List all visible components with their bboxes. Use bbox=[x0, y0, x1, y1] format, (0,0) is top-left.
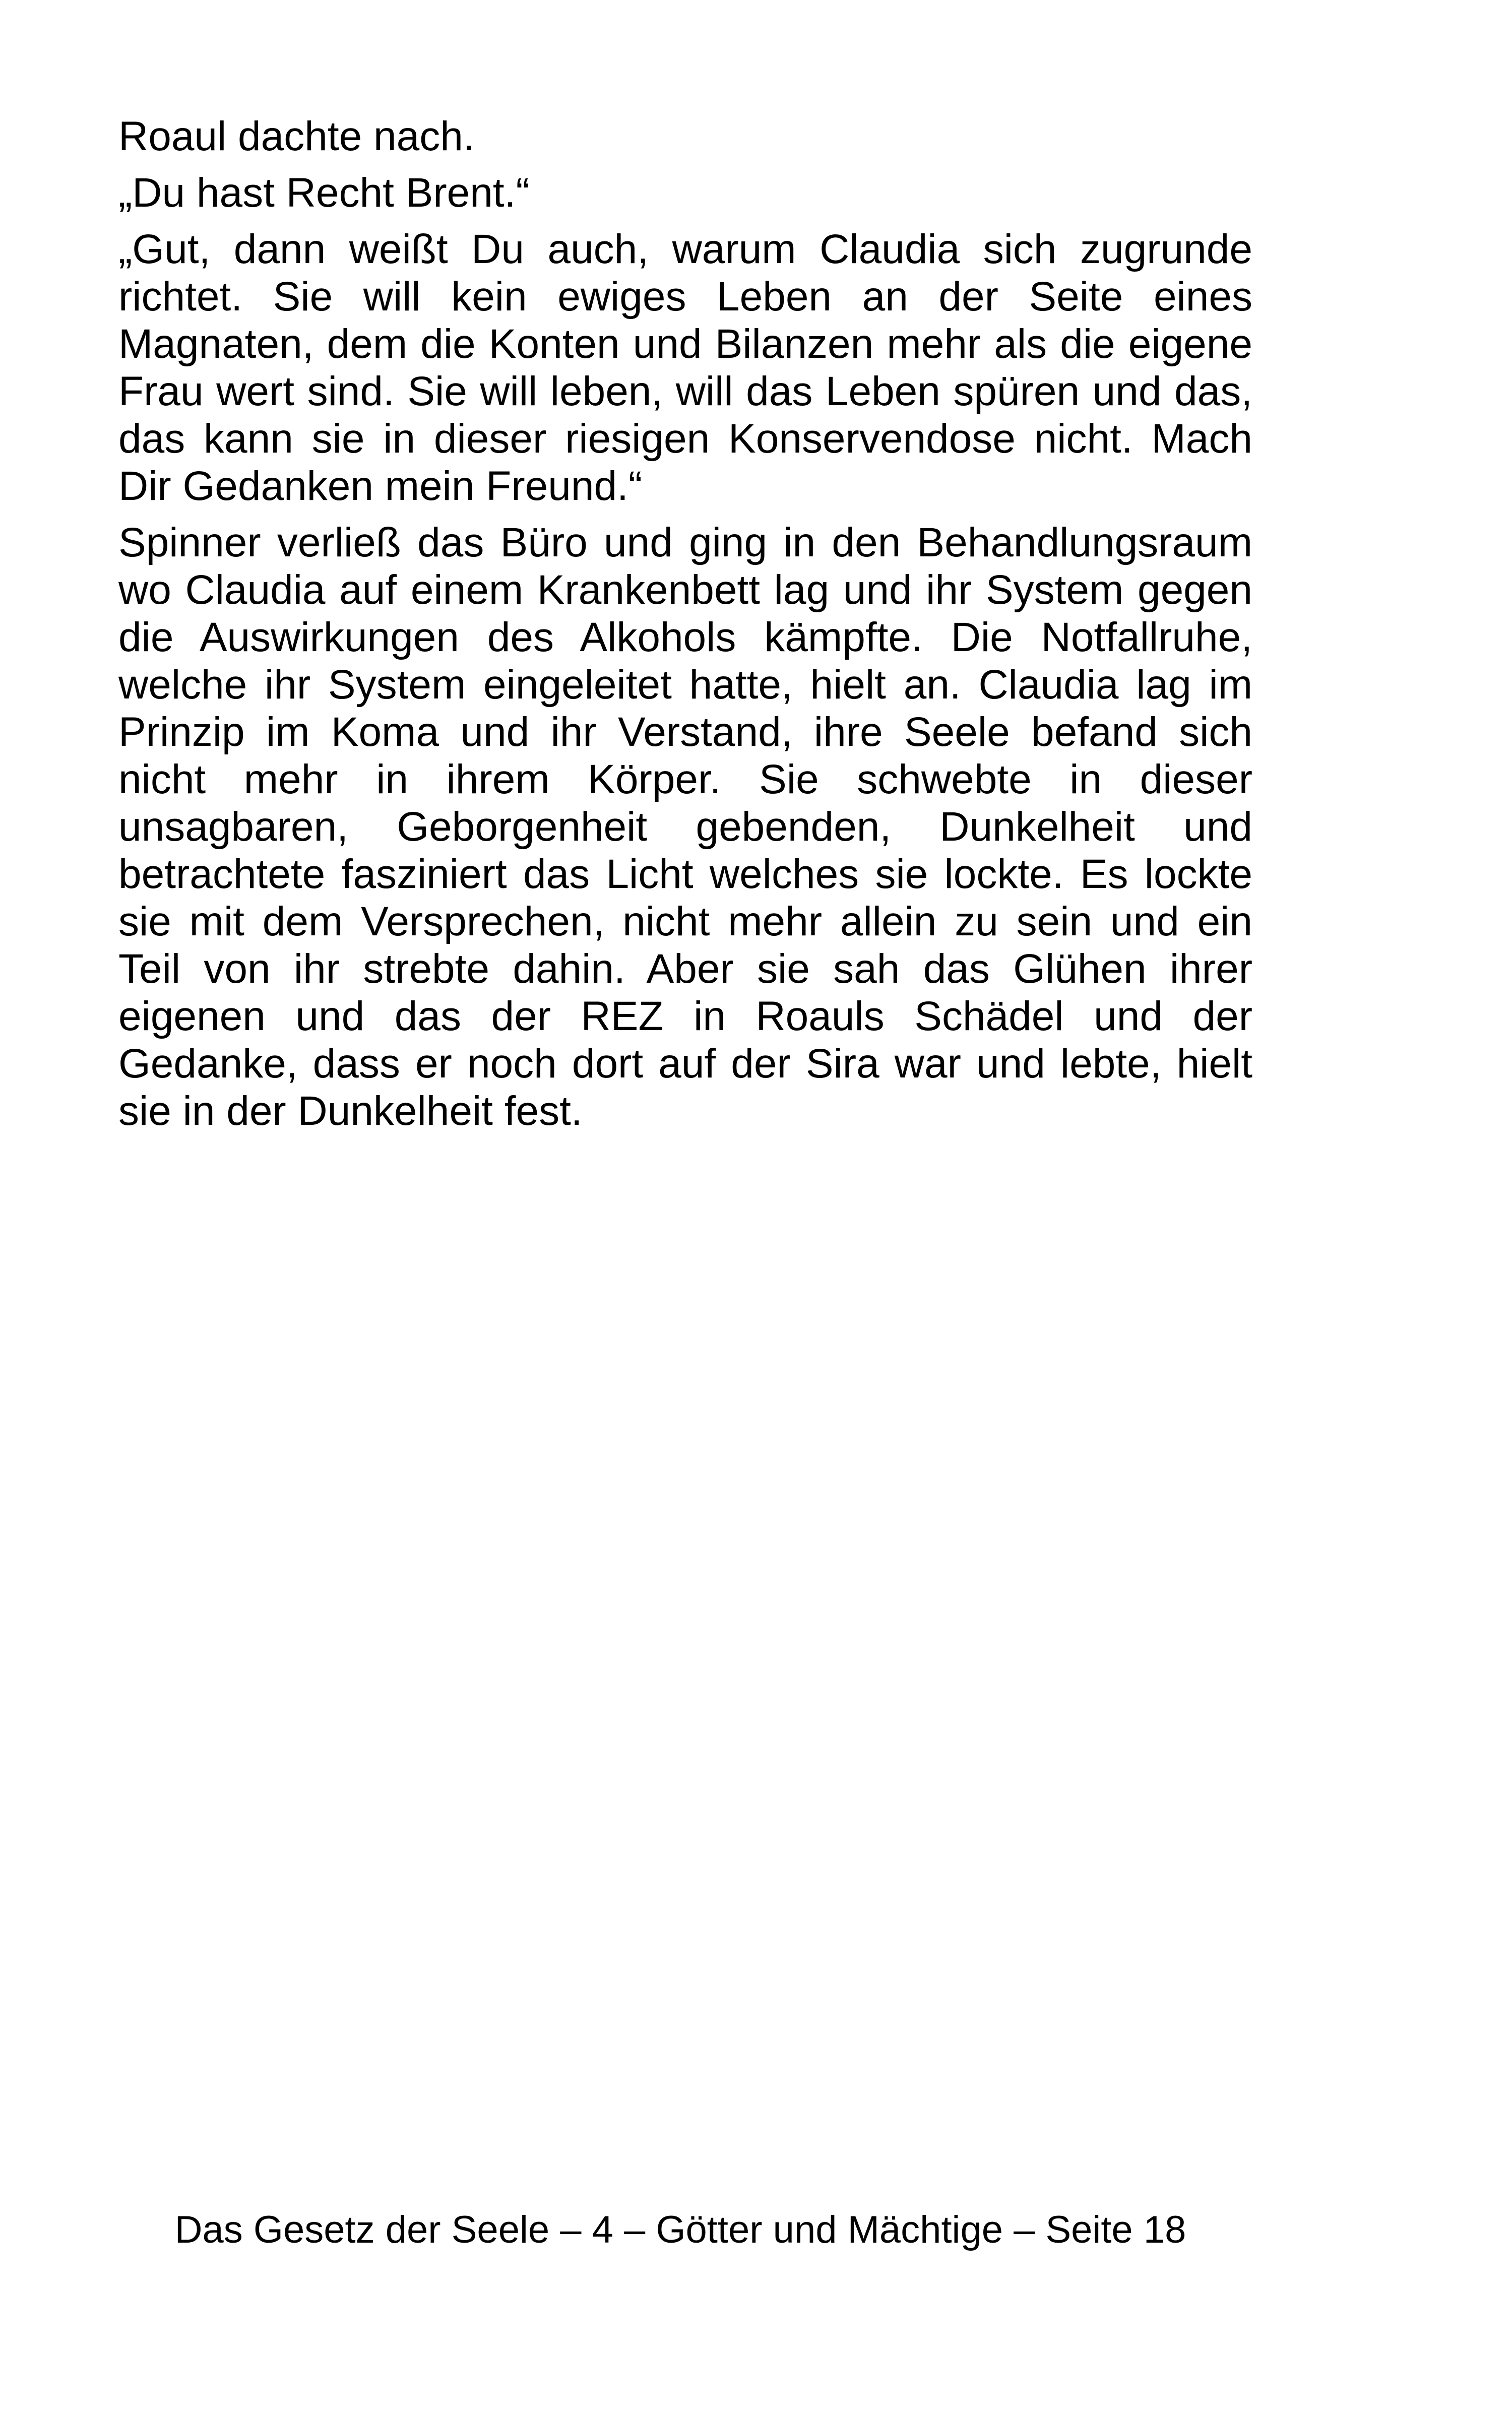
page-body-text bbox=[118, 113, 1252, 1144]
paragraph-4: Spinner verließ das Büro und ging in den Behandlungsraum wo Claudia auf einem Krankenbett lag und ihr System gegen die Auswirkungen des Alkohols kämpfte. Die Notfallruhe, welche ihr System eingeleitet hatte, hielt an. Claudia lag im Prinzip im Koma und ihr Verstand, ihre Seele befand sich nicht mehr in ihrem Körper. Sie schwebte in dieser unsagbaren, Geborgenheit gebenden, Dunkelheit und betrachtete fasziniert das Licht welches sie lockte. Es lockte sie mit dem Versprechen, nicht mehr allein zu sein und ein Teil von ihr strebte dahin. Aber sie sah das Glühen ihrer eigenen und das der REZ in Roauls Schädel und der Gedanke, dass er noch dort auf der Sira war und lebte, hielt sie in der Dunkelheit fest. bbox=[118, 520, 1252, 1134]
paragraph-2: „Du hast Recht Brent.“ bbox=[118, 170, 530, 216]
paragraph-1: Roaul dachte nach. bbox=[118, 113, 475, 159]
page-footer: Das Gesetz der Seele – 4 – Götter und Mächtige – Seite 18 bbox=[174, 2208, 1186, 2251]
paragraph-3: „Gut, dann weißt Du auch, warum Claudia sich zugrunde richtet. Sie will kein ewiges Leben an der Seite eines Magnaten, dem die Konten und Bilanzen mehr als die eigene Frau wert sind. Sie will leben, will das Leben spüren und das, das kann sie in dieser riesigen Konservendose nicht. Mach Dir Gedanken mein Freund.“ bbox=[118, 226, 1252, 509]
